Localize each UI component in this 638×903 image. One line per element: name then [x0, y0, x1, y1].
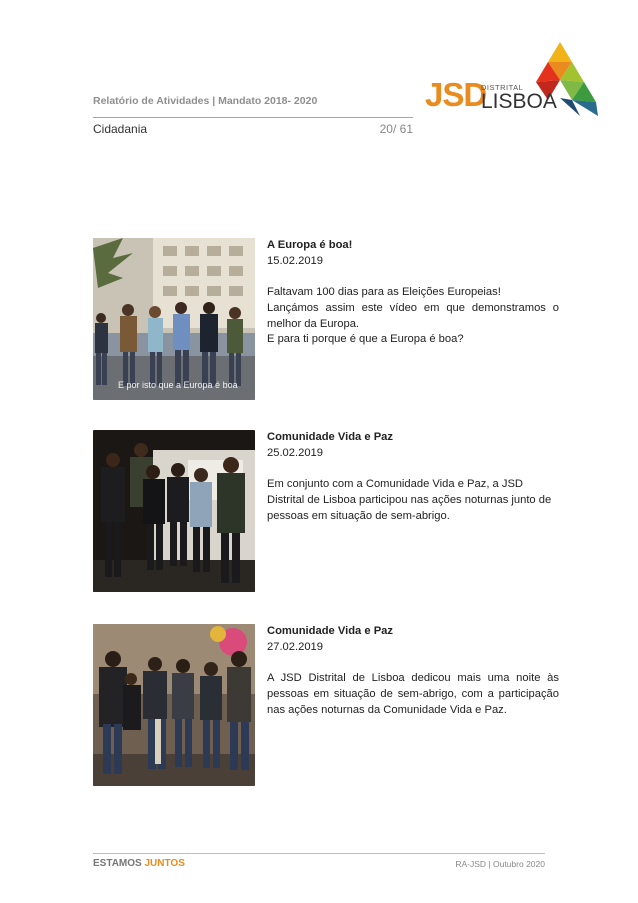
- activity-paragraph: E para ti porque é que a Europa é boa?: [267, 333, 464, 346]
- logo-distrital-text: DISTRITAL: [481, 83, 524, 92]
- activity-date: 27.02.2019: [267, 640, 323, 653]
- activity-title: A Europa é boa!: [267, 239, 353, 251]
- activity-photo: [93, 624, 255, 786]
- activity-paragraph: Lançámos assim este vídeo em que demonstramos o melhor da Europa.: [267, 301, 559, 330]
- activity-photo: [93, 238, 255, 400]
- header-divider: [93, 117, 413, 118]
- section-title: Cidadania: [93, 122, 148, 136]
- logo-lisboa-text: LISBOA: [481, 90, 557, 113]
- activity-photo: [93, 430, 255, 592]
- photo-caption: E por isto que a Europa é boa: [118, 380, 238, 390]
- footer-divider: [93, 853, 545, 854]
- activity-date: 25.02.2019: [267, 446, 323, 459]
- footer-slogan: [93, 858, 185, 869]
- activity-text: [267, 430, 559, 524]
- activity-title: Comunidade Vida e Paz: [267, 431, 393, 443]
- footer-reference: RA-JSD | Outubro 2020: [455, 859, 545, 869]
- activity-paragraph: Faltavam 100 dias para as Eleições Europeias!: [267, 286, 501, 299]
- activity-date: 15.02.2019: [267, 254, 323, 267]
- activity-title: Comunidade Vida e Paz: [267, 625, 393, 637]
- footer-slogan-accent: JUNTOS: [144, 858, 185, 869]
- activity-text: [267, 238, 559, 348]
- jsd-lisboa-logo: [425, 40, 600, 120]
- report-subtitle: Relatório de Atividades | Mandato 2018- 2020: [93, 95, 318, 107]
- page-number: 20/ 61: [379, 122, 413, 136]
- logo-jsd-text: JSD: [425, 76, 487, 113]
- footer-slogan-part: ESTAMOS: [93, 858, 142, 869]
- activity-paragraph: A JSD Distrital de Lisboa dedicou mais uma noite às pessoas em situação de sem-abrigo, com a participação nas ações noturnas da Comunidade Vida e Paz.: [267, 672, 559, 716]
- activity-paragraph: Em conjunto com a Comunidade Vida e Paz, a JSD Distrital de Lisboa participou nas ações noturnas junto de pessoas em situação de sem-abrigo.: [267, 478, 552, 522]
- activity-text: [267, 624, 559, 718]
